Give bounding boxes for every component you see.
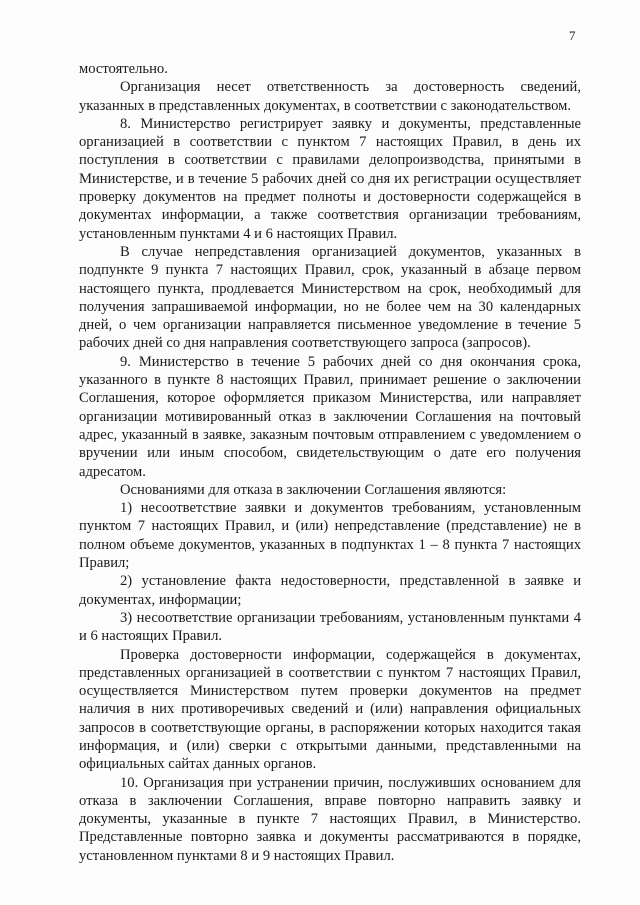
paragraph-verification: Проверка достоверности информации, содержащейся в документах, представленных организацией в соответствии с пунктом 7 настоящих Правил, осуществляется Министерством путем проверки документов на предмет наличия в них противоречивых сведений и (или) направления официальных запросов в соответствующие органы, в распоряжении которых находится такая информация, и (или) сверки с открытыми данными, представленными на официальных сайтах данных органов. bbox=[79, 646, 581, 773]
paragraph-item-9: 9. Министерство в течение 5 рабочих дней со дня окончания срока, указанного в пункте 8 настоящих Правил, принимает решение о заключении Соглашения, которое оформляется приказом Министерства, или направляет организации мотивированный отказ в заключении Соглашения на почтовый адрес, указанный в заявке, заказным почтовым отправлением с уведомлением о вручении или иным способом, свидетельствующим о дате его получения адресатом. bbox=[79, 353, 581, 480]
page-number: 7 bbox=[569, 28, 576, 43]
paragraph-refusal-grounds-heading: Основаниями для отказа в заключении Соглашения являются: bbox=[120, 481, 507, 498]
paragraph-refusal-ground-1: 1) несоответствие заявки и документов требованиям, установленным пунктом 7 настоящих Правил, и (или) непредставление (представление) не в полном объеме документов, указанных в подпунктах 1 – 8 пункта 7 настоящих Правил; bbox=[79, 500, 581, 572]
paragraph-responsibility: Организация несет ответственность за достоверность сведений, указанных в представленных документах, в соответствии с законодательством. bbox=[79, 79, 581, 114]
document-body bbox=[79, 60, 581, 865]
paragraph-refusal-ground-2: 2) установление факта недостоверности, представленной в заявке и документах, информации; bbox=[79, 573, 581, 608]
paragraph-item-8-extension: В случае непредставления организацией документов, указанных в подпункте 9 пункта 7 настоящих Правил, срок, указанный в абзаце первом настоящего пункта, продлевается Министерством на срок, необходимый для получения запрашиваемой информации, но не более чем на 30 календарных дней, о чем организации направляется письменное уведомление в течение 5 рабочих дней со дня направления соответствующего запроса (запросов). bbox=[79, 243, 581, 352]
paragraph-refusal-ground-3: 3) несоответствие организации требованиям, установленным пунктами 4 и 6 настоящих Правил. bbox=[79, 609, 581, 645]
paragraph-item-8: 8. Министерство регистрирует заявку и документы, представленные организацией в соответствии с пунктом 7 настоящих Правил, в день их поступления в соответствии с правилами делопроизводства, принятыми в Министерстве, и в течение 5 рабочих дней со дня их регистрации осуществляет проверку документов на предмет полноты и достоверности содержащейся в документах информации, а также соответствия организации требованиям, установленным пунктами 4 и 6 настоящих Правил. bbox=[79, 115, 581, 242]
paragraph-item-10: 10. Организация при устранении причин, послуживших основанием для отказа в заключении Соглашения, вправе повторно направить заявку и документы, указанные в пункте 7 настоящих Правил, в Министерство. Представленные повторно заявка и документы рассматриваются в порядке, установленном пунктами 8 и 9 настоящих Правил. bbox=[79, 774, 581, 864]
paragraph-continuation: мостоятельно. bbox=[79, 61, 168, 77]
